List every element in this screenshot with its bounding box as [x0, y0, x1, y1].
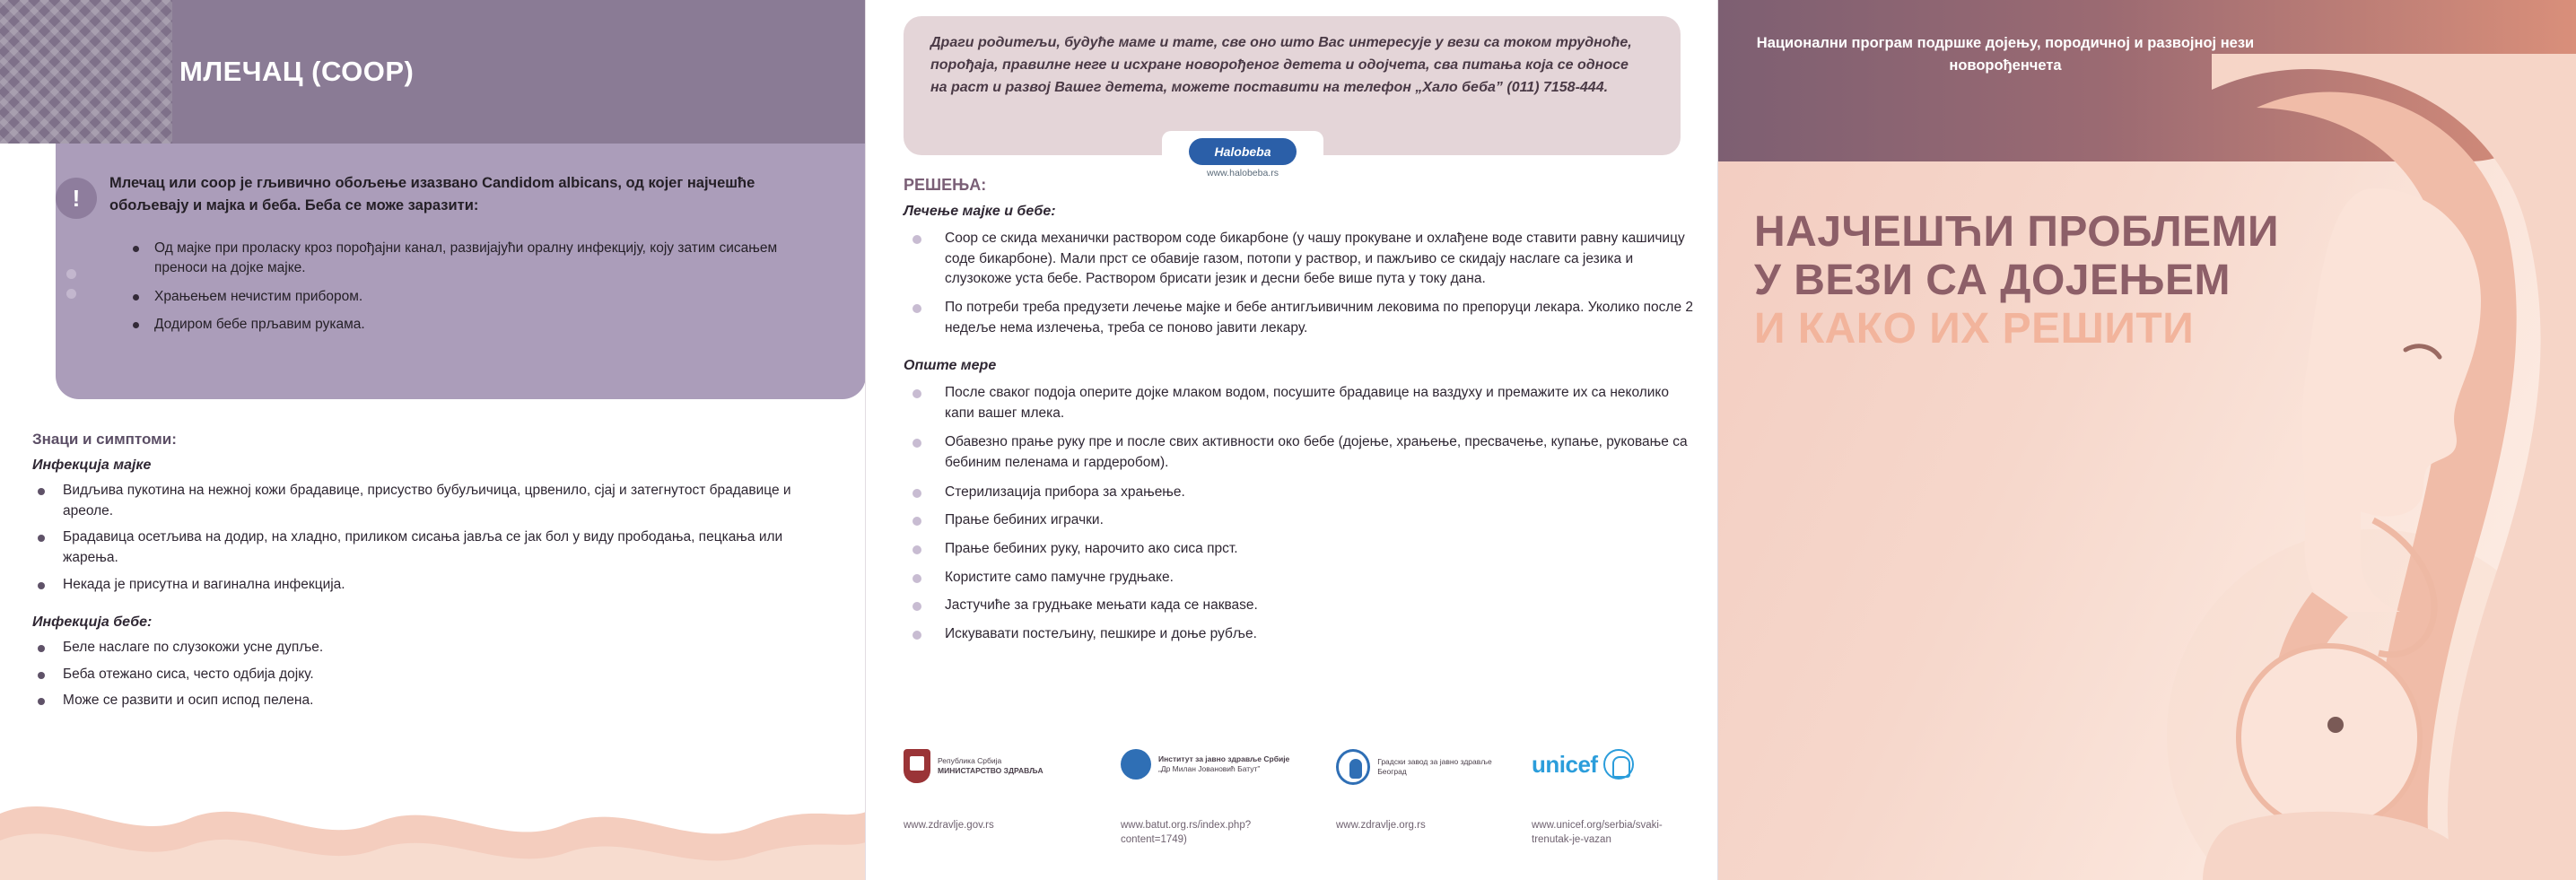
solutions-section: [904, 176, 1702, 660]
left-panel-header: [0, 0, 866, 144]
list-item: Храњењем нечистим прибором.: [109, 287, 818, 307]
decorative-dot: [66, 289, 76, 299]
city-institute-icon: [1336, 749, 1370, 785]
serbia-crest-icon: [904, 749, 930, 783]
general-measures-heading: Опште мере: [904, 358, 997, 374]
unicef-emblem-icon: [1603, 749, 1634, 780]
logo-city-institute-name: Градски завод за јавно здравље Београд: [1377, 757, 1492, 776]
logo-batut: [1121, 749, 1318, 845]
headline-line-1: НАЈЧЕШЋИ ПРОБЛЕМИ: [1754, 208, 2280, 256]
mother-infection-list: [32, 481, 840, 595]
exclamation-icon: !: [56, 178, 97, 219]
middle-panel: [866, 0, 1718, 880]
left-panel-body: [32, 431, 840, 731]
callout-lead-text: Млечац или coop је гљивично обољење изазвано Candidom albicans, од којег најчешће обољевају и мајка и беба. Беба се може заразити:: [109, 175, 755, 213]
general-measures-list: [904, 383, 1702, 644]
headline-line-2: У ВЕЗИ СА ДОЈЕЊЕМ: [1754, 256, 2231, 304]
baby-infection-list: [32, 638, 840, 711]
list-item: Додиром бебе прљавим рукама.: [109, 315, 818, 335]
logo-unicef-url[interactable]: www.unicef.org/serbia/svaki-trenutak-je-vazan: [1532, 820, 1663, 845]
page-title: МЛЕЧАЦ (СООР): [179, 56, 415, 87]
decorative-dot: [66, 269, 76, 279]
zigzag-pattern: [0, 0, 172, 144]
list-item: Беба отежано сиса, често одбија дојку.: [32, 665, 840, 685]
logo-ministry: [904, 749, 1101, 831]
signs-heading: Знаци и симптоми:: [32, 431, 177, 448]
parents-note-text: Драги родитељи, будуће маме и тате, све оно што Вас интересује у вези са током трудноће, порођаја, правилне неге и исхране новорођеног детета и одојчета, сва питања која се односе на раст и развој Вашег детета, можете поставити на телефон „Хало беба” (011) 7158-444.: [930, 35, 1632, 95]
partner-logos: [904, 749, 1711, 857]
list-item: Од мајке при проласку кроз порођајни канал, развијајући оралну инфекцију, коју затим сисањем преноси на дојке мајке.: [109, 239, 818, 279]
logo-ministry-name: Република Србија: [938, 756, 1002, 766]
treatment-heading: Лечење мајке и бебе:: [904, 204, 1056, 219]
list-item: Обавезно прање руку пре и после свих активности око бебе (дојење, храњење, пресвачење, купање, руковање са бебиним пеленама и гардеробом).: [904, 432, 1702, 473]
callout-list: [109, 239, 818, 344]
logo-batut-name: Институт за јавно здравље Србије: [1158, 754, 1290, 764]
wave-icon: [0, 763, 866, 880]
batut-icon: [1121, 749, 1151, 780]
list-item: Искувавати постељину, пешкире и доње рубље.: [904, 624, 1702, 645]
treatment-list: [904, 229, 1702, 338]
solutions-heading: РЕШЕЊА:: [904, 176, 987, 194]
mother-baby-icon: [2104, 54, 2576, 880]
list-item: Coop се скида механички раствором соде бикарбоне (у чашу прокуване и охлађене воде ставити равну кашичицу соде бикарбоне). Мали прст се обавије газом, потопи у раствор, и пажљиво се скидају наслаге са језика и слузокоже уста бебе. Раствором брисати језик и десни бебе више пута у току дана.: [904, 229, 1702, 290]
logo-batut-url[interactable]: www.batut.org.rs/index.php?content=1749): [1121, 820, 1252, 845]
headline: [1754, 208, 2382, 353]
logo-ministry-url[interactable]: www.zdravlje.gov.rs: [904, 820, 994, 831]
list-item: Прање бебиних руку, нарочито ако сиса прст.: [904, 539, 1702, 560]
list-item: Стерилизација прибора за храњење.: [904, 483, 1702, 503]
logo-batut-sub: „Др Милан Јовановић Батут”: [1158, 764, 1261, 773]
mother-infection-heading: Инфекција мајке: [32, 457, 152, 473]
list-item: Брадавица осетљива на додир, на хладно, приликом сисања јавља се јак бол у виду прободања, пецкања или жарења.: [32, 527, 840, 568]
halobeba-wordmark: Halobeba: [1189, 138, 1297, 165]
program-title: Национални програм подршке дојењу, породичној и развојној нези новорођенчета: [1756, 35, 2255, 74]
list-item: Прање бебиних играчки.: [904, 510, 1702, 531]
list-item: Јастучиће за грудњаке мењати када се накваse.: [904, 596, 1702, 616]
baby-infection-heading: Инфекција бебе:: [32, 614, 153, 631]
mother-and-baby-illustration: [2104, 54, 2576, 880]
headline-line-3: И КАКО ИХ РЕШИТИ: [1754, 304, 2195, 353]
logo-city-institute-url[interactable]: www.zdravlje.org.rs: [1336, 820, 1426, 831]
list-item: Користите само памучне грудњаке.: [904, 568, 1702, 588]
logo-unicef: [1532, 749, 1729, 845]
unicef-wordmark: unicef: [1532, 751, 1598, 778]
list-item: Некада је присутна и вагинална инфекција.: [32, 575, 840, 596]
halobeba-url: www.halobeba.rs: [1207, 168, 1279, 179]
list-item: По потреби треба предузети лечење мајке и бебе антигљивичним лековима по препоруци лекара. Уколико после 2 недеље нема излечења, треба се поново јавити лекару.: [904, 298, 1702, 338]
right-panel: [1718, 0, 2576, 880]
logo-ministry-sub: МИНИСТАРСТВО ЗДРАВЉА: [938, 766, 1043, 775]
list-item: Беле наслаге по слузокожи усне дупље.: [32, 638, 840, 658]
logo-city-institute: [1336, 749, 1515, 831]
wave-decoration: [0, 763, 866, 880]
list-item: Може се развити и осип испод пелена.: [32, 691, 840, 711]
left-panel: [0, 0, 866, 880]
list-item: Видљива пукотина на нежној кожи брадавице, присуство бубуљичица, црвенило, сјај и затегнутост брадавице и ареоле.: [32, 481, 840, 521]
list-item: После сваког подоја оперите дојке млаком водом, посушите брадавице на ваздуху и премажите их са неколико капи вашег млека.: [904, 383, 1702, 423]
